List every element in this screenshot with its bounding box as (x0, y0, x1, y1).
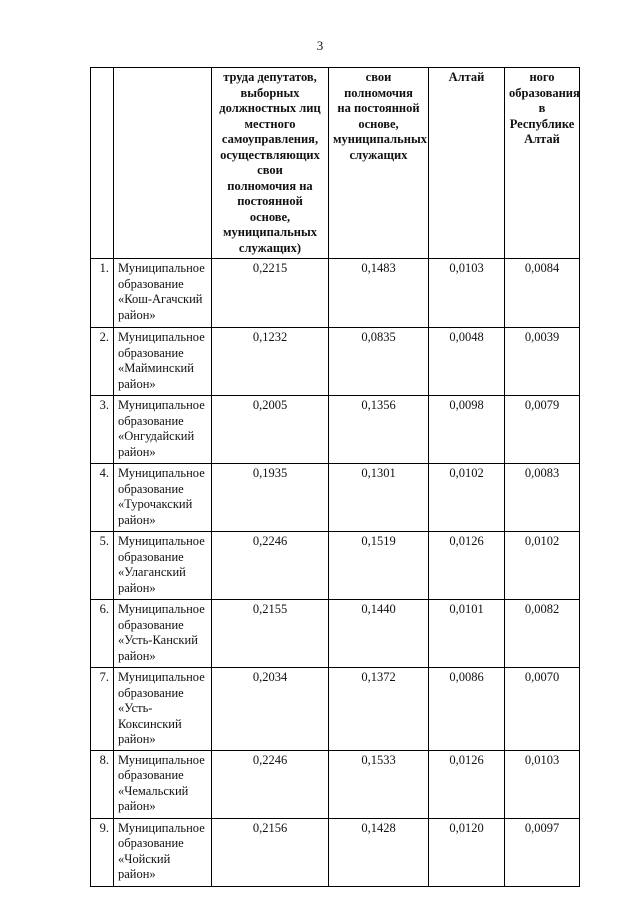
row-value-3-cell (429, 532, 505, 600)
row-value-3: 0,0126 (449, 534, 484, 548)
row-value-4-cell (505, 600, 580, 668)
row-value-2-cell (329, 259, 429, 328)
row-name: Муниципальное образование «Усть-Канский район» (118, 602, 205, 663)
row-value-4-cell (505, 259, 580, 328)
row-value-1: 0,2155 (252, 602, 288, 616)
header-row (91, 68, 580, 259)
row-name: Муниципальное образование «Усть- Коксинский район» (118, 670, 205, 746)
row-value-3: 0,0120 (449, 820, 484, 835)
row-value-1-cell (212, 600, 329, 668)
row-value-2: 0,0835 (361, 330, 396, 344)
row-name-cell (114, 259, 212, 328)
row-value-2: 0,1440 (361, 602, 396, 616)
header-cell-permanent: свои полномочия на постоянной основе, муниципальных служащих (329, 68, 429, 259)
row-value-2-cell (329, 600, 429, 668)
row-value-3-cell (429, 750, 505, 818)
row-value-3: 0,0103 (449, 261, 484, 275)
table-body (91, 68, 580, 887)
table-row (91, 668, 580, 751)
row-value-1: 0,2005 (252, 398, 288, 412)
table-row (91, 328, 580, 396)
row-value-3: 0,0126 (449, 752, 484, 767)
row-value-1: 0,1232 (252, 330, 288, 344)
row-value-1-cell (212, 750, 329, 818)
row-value-1-cell (212, 464, 329, 532)
row-number: 9. (99, 820, 109, 835)
row-name: Муниципальное образование «Чойский район» (118, 820, 205, 881)
row-name-cell (114, 600, 212, 668)
row-value-2: 0,1356 (361, 398, 396, 412)
row-value-1-cell (212, 396, 329, 464)
row-name: Муниципальное образование «Кош-Агачский район» (118, 261, 205, 322)
row-value-1: 0,2156 (252, 820, 288, 835)
row-value-1-cell (212, 328, 329, 396)
row-number: 1. (99, 261, 109, 275)
row-number: 7. (99, 670, 109, 684)
row-value-2-cell (329, 532, 429, 600)
row-value-3-cell (429, 464, 505, 532)
row-number: 2. (99, 330, 109, 344)
row-value-3: 0,0102 (449, 466, 484, 480)
row-value-4: 0,0082 (524, 602, 560, 616)
row-value-4: 0,0103 (524, 752, 560, 767)
row-value-4-cell (505, 532, 580, 600)
row-value-1: 0,1935 (252, 466, 288, 480)
row-value-4: 0,0070 (524, 670, 560, 684)
row-value-1: 0,2246 (252, 752, 288, 767)
header-cell-municipal: ного образования в Республике Алтай (505, 68, 580, 259)
row-value-3-cell (429, 396, 505, 464)
row-number-cell (91, 600, 114, 668)
row-value-1: 0,2034 (252, 670, 288, 684)
header-cell-name (114, 68, 212, 259)
row-number-cell (91, 464, 114, 532)
row-name-cell (114, 328, 212, 396)
row-value-2: 0,1372 (361, 670, 396, 684)
row-value-4-cell (505, 818, 580, 886)
row-value-1-cell (212, 532, 329, 600)
row-value-1: 0,2215 (252, 261, 288, 275)
row-name-cell (114, 668, 212, 751)
row-value-4-cell (505, 668, 580, 751)
row-value-2: 0,1533 (361, 752, 396, 767)
row-value-2: 0,1301 (361, 466, 396, 480)
row-name-cell (114, 750, 212, 818)
row-value-2-cell (329, 328, 429, 396)
row-value-1: 0,2246 (252, 534, 288, 548)
row-number-cell (91, 396, 114, 464)
row-value-4: 0,0039 (524, 330, 560, 344)
row-value-3: 0,0101 (449, 602, 484, 616)
table-row (91, 600, 580, 668)
page-number: 3 (316, 38, 324, 53)
row-value-3-cell (429, 818, 505, 886)
row-value-3: 0,0098 (449, 398, 484, 412)
row-name-cell (114, 532, 212, 600)
row-value-4: 0,0097 (524, 820, 560, 835)
table-row (91, 464, 580, 532)
header-cell-deputies: труда депутатов, выборных должностных лиц местного самоуправления, осуществляющих свои полномочия на постоянной основе, муниципальных служащих) (212, 68, 329, 259)
row-value-4-cell (505, 464, 580, 532)
row-value-3-cell (429, 328, 505, 396)
row-number: 8. (99, 752, 109, 767)
row-value-2: 0,1428 (361, 820, 396, 835)
header-cell-altai: Алтай (429, 68, 505, 259)
row-value-4-cell (505, 328, 580, 396)
row-number-cell (91, 668, 114, 751)
row-value-2-cell (329, 818, 429, 886)
row-value-4-cell (505, 396, 580, 464)
row-number: 4. (99, 466, 109, 480)
row-value-1-cell (212, 259, 329, 328)
row-name-cell (114, 396, 212, 464)
row-value-3-cell (429, 668, 505, 751)
row-name-cell (114, 464, 212, 532)
row-number-cell (91, 259, 114, 328)
header-cell-number (91, 68, 114, 259)
row-name: Муниципальное образование «Улаганский район» (118, 534, 205, 595)
row-value-1-cell (212, 668, 329, 751)
row-value-2-cell (329, 396, 429, 464)
row-number-cell (91, 750, 114, 818)
row-value-4: 0,0102 (524, 534, 560, 548)
row-number: 3. (99, 398, 109, 412)
row-name: Муниципальное образование «Онгудайский район» (118, 398, 205, 459)
row-name-cell (114, 818, 212, 886)
row-value-4: 0,0083 (524, 466, 560, 480)
row-value-2-cell (329, 668, 429, 751)
row-value-4: 0,0084 (524, 261, 560, 275)
row-number: 5. (99, 534, 109, 548)
row-value-3: 0,0048 (449, 330, 484, 344)
row-value-2: 0,1483 (361, 261, 396, 275)
row-number-cell (91, 328, 114, 396)
row-value-2: 0,1519 (361, 534, 396, 548)
row-name: Муниципальное образование «Майминский район» (118, 330, 205, 391)
row-number-cell (91, 818, 114, 886)
row-number-cell (91, 532, 114, 600)
table-row (91, 818, 580, 886)
row-value-4-cell (505, 750, 580, 818)
row-value-4: 0,0079 (524, 398, 560, 412)
row-name: Муниципальное образование «Чемальский район» (118, 752, 205, 813)
row-value-3-cell (429, 600, 505, 668)
table-row (91, 396, 580, 464)
table-row (91, 750, 580, 818)
row-value-3: 0,0086 (449, 670, 484, 684)
coefficients-table (90, 67, 580, 887)
row-value-2-cell (329, 464, 429, 532)
table-row (91, 532, 580, 600)
row-value-3-cell (429, 259, 505, 328)
row-number: 6. (99, 602, 109, 616)
table-row (91, 259, 580, 328)
row-name: Муниципальное образование «Турочакский район» (118, 466, 205, 527)
row-value-1-cell (212, 818, 329, 886)
row-value-2-cell (329, 750, 429, 818)
